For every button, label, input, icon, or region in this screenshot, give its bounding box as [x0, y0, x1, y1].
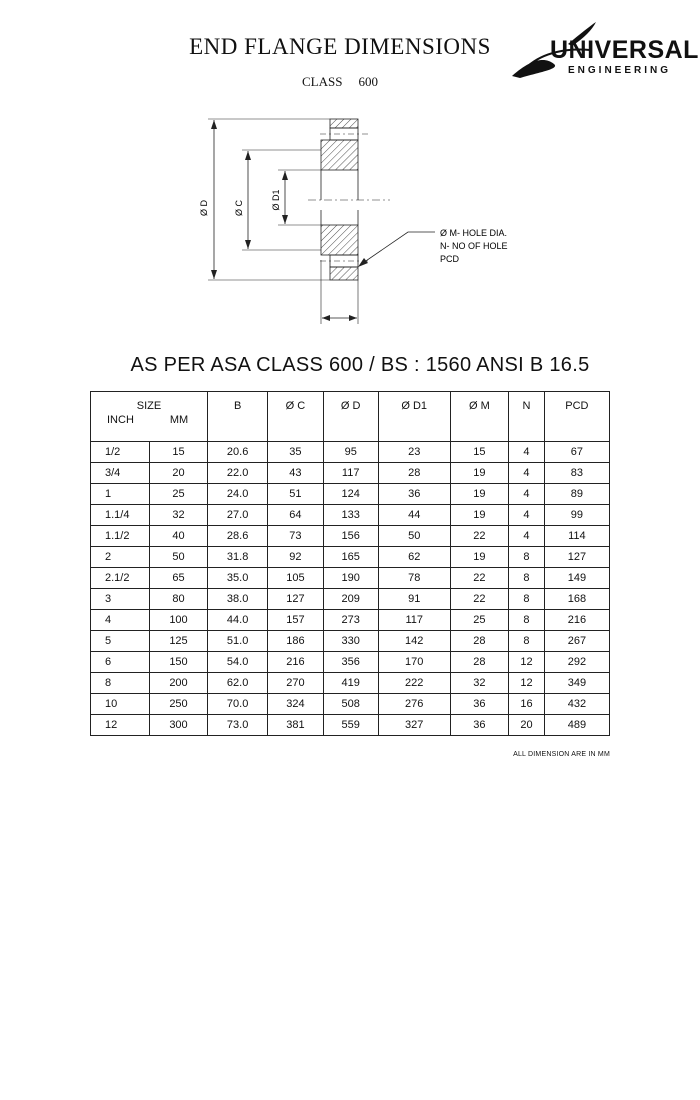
table-cell: 67 — [544, 442, 609, 463]
table-cell: 127 — [544, 547, 609, 568]
table-cell: 62.0 — [208, 673, 268, 694]
table-cell: 89 — [544, 484, 609, 505]
table-cell: 36 — [450, 694, 509, 715]
table-cell: 216 — [544, 610, 609, 631]
table-cell: 4 — [509, 463, 545, 484]
table-cell: 36 — [450, 715, 509, 736]
table-cell: 10 — [91, 694, 150, 715]
table-cell: 170 — [378, 652, 450, 673]
header-n: N — [509, 392, 545, 442]
table-cell: 356 — [323, 652, 378, 673]
table-cell: 508 — [323, 694, 378, 715]
table-cell: 250 — [150, 694, 208, 715]
table-cell: 19 — [450, 547, 509, 568]
table-cell: 15 — [150, 442, 208, 463]
class-label: CLASS — [302, 74, 343, 89]
table-cell: 73 — [268, 526, 323, 547]
table-cell: 8 — [509, 568, 545, 589]
table-cell: 150 — [150, 652, 208, 673]
table-cell: 28.6 — [208, 526, 268, 547]
table-cell: 50 — [150, 547, 208, 568]
table-cell: 12 — [509, 652, 545, 673]
table-cell: 36 — [378, 484, 450, 505]
table-cell: 2 — [91, 547, 150, 568]
header-inch: INCH — [107, 414, 134, 426]
table-cell: 20.6 — [208, 442, 268, 463]
callout-hole-count: N- NO OF HOLE — [440, 241, 508, 251]
table-cell: 8 — [509, 631, 545, 652]
table-cell: 200 — [150, 673, 208, 694]
table-cell: 78 — [378, 568, 450, 589]
table-row — [91, 631, 610, 652]
table-cell: 1.1/2 — [91, 526, 150, 547]
table-cell: 156 — [323, 526, 378, 547]
table-cell: 92 — [268, 547, 323, 568]
table-cell: 8 — [91, 673, 150, 694]
table-row — [91, 610, 610, 631]
table-cell: 117 — [378, 610, 450, 631]
table-row — [91, 652, 610, 673]
flange-drawing — [190, 110, 530, 332]
table-row — [91, 484, 610, 505]
table-cell: 15 — [450, 442, 509, 463]
table-cell: 273 — [323, 610, 378, 631]
table-cell: 31.8 — [208, 547, 268, 568]
table-cell: 124 — [323, 484, 378, 505]
table-cell: 105 — [268, 568, 323, 589]
table-cell: 19 — [450, 484, 509, 505]
table-cell: 32 — [450, 673, 509, 694]
table-cell: 186 — [268, 631, 323, 652]
logo-name: UNIVERSAL — [550, 36, 699, 64]
table-cell: 327 — [378, 715, 450, 736]
table-cell: 4 — [509, 484, 545, 505]
table-cell: 20 — [150, 463, 208, 484]
table-cell: 8 — [509, 589, 545, 610]
table-cell: 28 — [450, 652, 509, 673]
table-cell: 12 — [91, 715, 150, 736]
table-row — [91, 442, 610, 463]
class-subtitle — [250, 74, 430, 90]
table-cell: 349 — [544, 673, 609, 694]
dim-d1-label: Ø D1 — [271, 189, 281, 211]
table-cell: 1 — [91, 484, 150, 505]
table-row — [91, 505, 610, 526]
table-cell: 50 — [378, 526, 450, 547]
table-cell: 22 — [450, 526, 509, 547]
callout-hole-dia: Ø M- HOLE DIA. — [440, 228, 508, 238]
table-cell: 4 — [509, 505, 545, 526]
table-cell: 25 — [150, 484, 208, 505]
table-cell: 28 — [378, 463, 450, 484]
flange-section-diagram — [190, 110, 530, 332]
table-cell: 142 — [378, 631, 450, 652]
table-cell: 419 — [323, 673, 378, 694]
table-row — [91, 589, 610, 610]
table-cell: 432 — [544, 694, 609, 715]
table-cell: 300 — [150, 715, 208, 736]
table-cell: 125 — [150, 631, 208, 652]
table-cell: 22 — [450, 589, 509, 610]
table-cell: 324 — [268, 694, 323, 715]
table-row — [91, 547, 610, 568]
header-d: Ø D — [323, 392, 378, 442]
table-cell: 99 — [544, 505, 609, 526]
dim-c-label: Ø C — [234, 199, 244, 217]
table-cell: 51 — [268, 484, 323, 505]
header-m: Ø M — [450, 392, 509, 442]
table-cell: 35.0 — [208, 568, 268, 589]
table-cell: 44 — [378, 505, 450, 526]
table-cell: 43 — [268, 463, 323, 484]
table-cell: 168 — [544, 589, 609, 610]
table-cell: 267 — [544, 631, 609, 652]
table-cell: 27.0 — [208, 505, 268, 526]
table-cell: 22.0 — [208, 463, 268, 484]
callout-pcd: PCD — [440, 254, 460, 264]
table-cell: 91 — [378, 589, 450, 610]
table-cell: 8 — [509, 547, 545, 568]
header-size — [91, 392, 208, 442]
table-cell: 127 — [268, 589, 323, 610]
class-value: 600 — [358, 74, 378, 89]
table-row — [91, 694, 610, 715]
header-pcd: PCD — [544, 392, 609, 442]
table-cell: 270 — [268, 673, 323, 694]
table-cell: 23 — [378, 442, 450, 463]
table-cell: 8 — [509, 610, 545, 631]
table-cell: 51.0 — [208, 631, 268, 652]
table-cell: 5 — [91, 631, 150, 652]
table-cell: 24.0 — [208, 484, 268, 505]
table-cell: 190 — [323, 568, 378, 589]
table-cell: 44.0 — [208, 610, 268, 631]
table-row — [91, 526, 610, 547]
header-size-label: SIZE — [136, 400, 162, 412]
table-cell: 62 — [378, 547, 450, 568]
dimensions-table — [90, 391, 610, 736]
table-cell: 40 — [150, 526, 208, 547]
table-cell: 149 — [544, 568, 609, 589]
units-footnote: ALL DIMENSION ARE IN MM — [513, 751, 610, 758]
table-cell: 19 — [450, 505, 509, 526]
table-cell: 222 — [378, 673, 450, 694]
table-cell: 70.0 — [208, 694, 268, 715]
table-row — [91, 673, 610, 694]
table-header-row — [91, 392, 610, 442]
table-cell: 292 — [544, 652, 609, 673]
table-cell: 114 — [544, 526, 609, 547]
table-cell: 22 — [450, 568, 509, 589]
table-cell: 25 — [450, 610, 509, 631]
table-cell: 54.0 — [208, 652, 268, 673]
table-row — [91, 715, 610, 736]
table-cell: 1.1/4 — [91, 505, 150, 526]
table-cell: 95 — [323, 442, 378, 463]
table-cell: 216 — [268, 652, 323, 673]
page-title: END FLANGE DIMENSIONS — [189, 34, 491, 59]
table-cell: 117 — [323, 463, 378, 484]
header-mm: MM — [169, 414, 189, 426]
logo-subtitle: ENGINEERING — [568, 65, 672, 76]
table-cell: 19 — [450, 463, 509, 484]
table-cell: 3 — [91, 589, 150, 610]
header-c: Ø C — [268, 392, 323, 442]
table-cell: 20 — [509, 715, 545, 736]
table-cell: 4 — [91, 610, 150, 631]
table-cell: 80 — [150, 589, 208, 610]
table-cell: 3/4 — [91, 463, 150, 484]
table-row — [91, 463, 610, 484]
table-cell: 38.0 — [208, 589, 268, 610]
table-cell: 165 — [323, 547, 378, 568]
table-row — [91, 568, 610, 589]
table-cell: 100 — [150, 610, 208, 631]
table-cell: 157 — [268, 610, 323, 631]
table-cell: 12 — [509, 673, 545, 694]
table-cell: 6 — [91, 652, 150, 673]
table-cell: 276 — [378, 694, 450, 715]
table-cell: 381 — [268, 715, 323, 736]
table-cell: 73.0 — [208, 715, 268, 736]
table-cell: 2.1/2 — [91, 568, 150, 589]
table-cell: 133 — [323, 505, 378, 526]
table-cell: 489 — [544, 715, 609, 736]
standard-heading: AS PER ASA CLASS 600 / BS : 1560 ANSI B 16.5 — [130, 354, 590, 376]
table-cell: 32 — [150, 505, 208, 526]
header-d1: Ø D1 — [378, 392, 450, 442]
table-cell: 4 — [509, 526, 545, 547]
table-cell: 330 — [323, 631, 378, 652]
table-cell: 16 — [509, 694, 545, 715]
header-b: B — [208, 392, 268, 442]
table-cell: 28 — [450, 631, 509, 652]
table-cell: 4 — [509, 442, 545, 463]
table-cell: 209 — [323, 589, 378, 610]
table-cell: 559 — [323, 715, 378, 736]
table-cell: 83 — [544, 463, 609, 484]
table-cell: 35 — [268, 442, 323, 463]
table-cell: 64 — [268, 505, 323, 526]
table-cell: 65 — [150, 568, 208, 589]
company-logo — [510, 20, 699, 82]
table-cell: 1/2 — [91, 442, 150, 463]
dim-d-label: Ø D — [199, 199, 209, 217]
